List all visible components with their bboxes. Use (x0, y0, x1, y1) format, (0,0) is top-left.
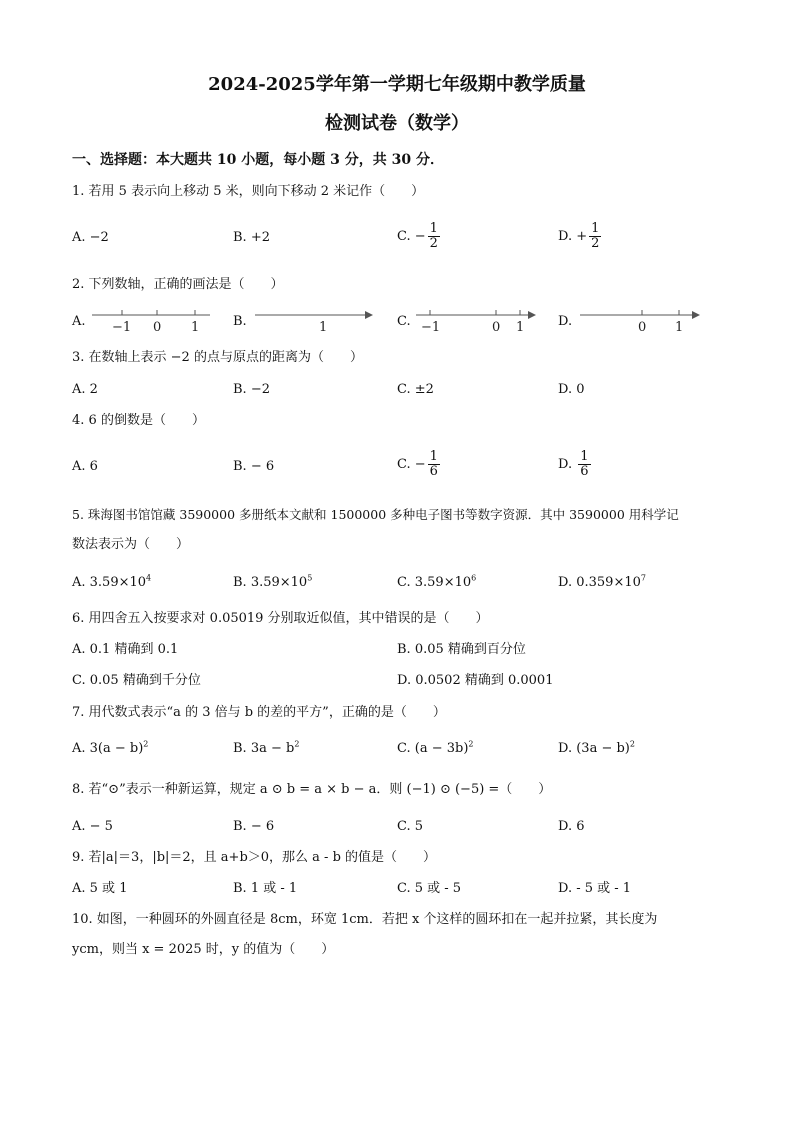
q9-option-b: B. 1 或 - 1 (233, 881, 298, 896)
q3-option-c: C. ±2 (397, 382, 434, 397)
fraction-numerator: 1 (429, 221, 438, 236)
q5-option-c (397, 575, 476, 591)
q4-option-b: B. − 6 (233, 459, 275, 474)
axis-tick-label: 1 (319, 320, 328, 335)
q5-option-c-base: C. 3.59×10 (397, 575, 472, 590)
q2-option-c: C. (397, 314, 411, 329)
axis-tick-label: 0 (638, 320, 647, 335)
q6-option-d: D. 0.0502 精确到 0.0001 (397, 673, 554, 688)
axis-tick-label: 0 (153, 320, 162, 335)
q5-option-b (233, 575, 312, 591)
q7-option-b (233, 741, 299, 757)
q2-option-a: A. (72, 314, 86, 329)
q5-option-d (558, 575, 646, 591)
q6-option-b: B. 0.05 精确到百分位 (397, 642, 526, 657)
q4-option-c-fraction (428, 450, 440, 479)
exponent: 2 (294, 739, 300, 749)
axis-tick-label: −1 (421, 320, 441, 335)
page-subtitle: 检测试卷（数学） (325, 113, 469, 134)
exponent: 2 (143, 739, 149, 749)
exponent: 6 (471, 573, 477, 583)
q4-option-c-label: C. − (397, 457, 426, 472)
q6-option-a: A. 0.1 精确到 0.1 (72, 642, 179, 657)
question-10-stem-line2: ycm，则当 x = 2025 时，y 的值为（ ） (72, 942, 335, 957)
axis-tick-label: −1 (112, 320, 132, 335)
question-8-stem: 8. 若“⊙”表示一种新运算，规定 a ⊙ b = a × b − a．则 (−1) ⊙ (−5) =（ ） (72, 782, 552, 797)
q2-axis-c (416, 306, 541, 334)
q2-option-b: B. (233, 314, 247, 329)
fraction-denominator: 6 (429, 464, 438, 479)
q9-option-d: D. - 5 或 - 1 (558, 881, 632, 896)
q1-option-d-label: D. + (558, 229, 588, 244)
exponent: 2 (629, 739, 635, 749)
fraction-numerator: 1 (591, 221, 600, 236)
question-2-stem: 2. 下列数轴，正确的画法是（ ） (72, 277, 284, 292)
question-9-stem: 9. 若|a|＝3，|b|＝2，且 a+b＞0，那么 a - b 的值是（ ） (72, 850, 437, 865)
q5-option-a-base: A. 3.59×10 (72, 575, 147, 590)
fraction-numerator: 1 (429, 449, 438, 464)
q1-option-c-fraction (428, 222, 440, 251)
q7-option-c (397, 741, 474, 757)
q5-option-a (72, 575, 151, 591)
q9-option-a: A. 5 或 1 (72, 881, 128, 896)
q9-option-c: C. 5 或 - 5 (397, 881, 462, 896)
q1-option-d (558, 222, 601, 251)
exponent: 4 (146, 573, 152, 583)
q4-option-d-fraction (578, 450, 590, 479)
q3-option-b: B. −2 (233, 382, 270, 397)
q7-option-d (558, 741, 635, 757)
question-3-stem: 3. 在数轴上表示 −2 的点与原点的距离为（ ） (72, 350, 363, 365)
q4-option-d (558, 450, 591, 479)
q8-option-a: A. − 5 (72, 819, 113, 834)
question-1-stem: 1. 若用 5 表示向上移动 5 米，则向下移动 2 米记作（ ） (72, 184, 425, 199)
q7-option-a (72, 741, 148, 757)
q7-option-a-base: A. 3(a − b) (72, 741, 144, 756)
q3-option-d: D. 0 (558, 382, 585, 397)
q2-axis-d (580, 306, 705, 334)
page-title: 2024-2025学年第一学期七年级期中教学质量 (208, 74, 586, 95)
question-4-stem: 4. 6 的倒数是（ ） (72, 413, 205, 428)
q7-option-b-base: B. 3a − b (233, 741, 295, 756)
axis-tick-label: 1 (516, 320, 525, 335)
exponent: 2 (468, 739, 474, 749)
fraction-numerator: 1 (580, 449, 589, 464)
q7-option-d-base: D. (3a − b) (558, 741, 630, 756)
q3-option-a: A. 2 (72, 382, 98, 397)
question-7-stem: 7. 用代数式表示“a 的 3 倍与 b 的差的平方”，正确的是（ ） (72, 705, 446, 720)
q2-option-d: D. (558, 314, 573, 329)
fraction-denominator: 6 (580, 464, 589, 479)
q8-option-b: B. − 6 (233, 819, 275, 834)
q7-option-c-base: C. (a − 3b) (397, 741, 469, 756)
axis-tick-label: 1 (191, 320, 200, 335)
exponent: 7 (640, 573, 646, 583)
q1-option-b: B. +2 (233, 230, 270, 245)
section-header: 一、选择题：本大题共 10 小题，每小题 3 分，共 30 分． (72, 152, 444, 168)
q1-option-c (397, 222, 440, 251)
exponent: 5 (307, 573, 313, 583)
q5-option-b-base: B. 3.59×10 (233, 575, 308, 590)
q4-option-d-label: D. (558, 457, 577, 472)
question-5-stem-line1: 5. 珠海图书馆馆藏 3590000 多册纸本文献和 1500000 多种电子图书等数字资源．其中 3590000 用科学记 (72, 507, 679, 522)
q1-option-d-fraction (589, 222, 601, 251)
q6-option-c: C. 0.05 精确到千分位 (72, 673, 201, 688)
question-6-stem: 6. 用四舍五入按要求对 0.05019 分别取近似值，其中错误的是（ ） (72, 611, 489, 626)
axis-tick-label: 0 (492, 320, 501, 335)
q1-option-c-label: C. − (397, 229, 426, 244)
fraction-denominator: 2 (591, 236, 600, 251)
q4-option-a: A. 6 (72, 459, 98, 474)
q2-axis-b (253, 306, 378, 334)
axis-tick-label: 1 (675, 320, 684, 335)
question-5-stem-line2: 数法表示为（ ） (72, 537, 190, 552)
q8-option-d: D. 6 (558, 819, 585, 834)
q4-option-c (397, 450, 440, 479)
q8-option-c: C. 5 (397, 819, 424, 834)
q1-option-a: A. −2 (72, 230, 109, 245)
fraction-denominator: 2 (429, 236, 438, 251)
question-10-stem-line1: 10. 如图，一种圆环的外圆直径是 8cm，环宽 1cm．若把 x 个这样的圆环扣在一起并拉紧，其长度为 (72, 912, 658, 927)
q2-axis-a (92, 306, 222, 334)
q5-option-d-base: D. 0.359×10 (558, 575, 641, 590)
